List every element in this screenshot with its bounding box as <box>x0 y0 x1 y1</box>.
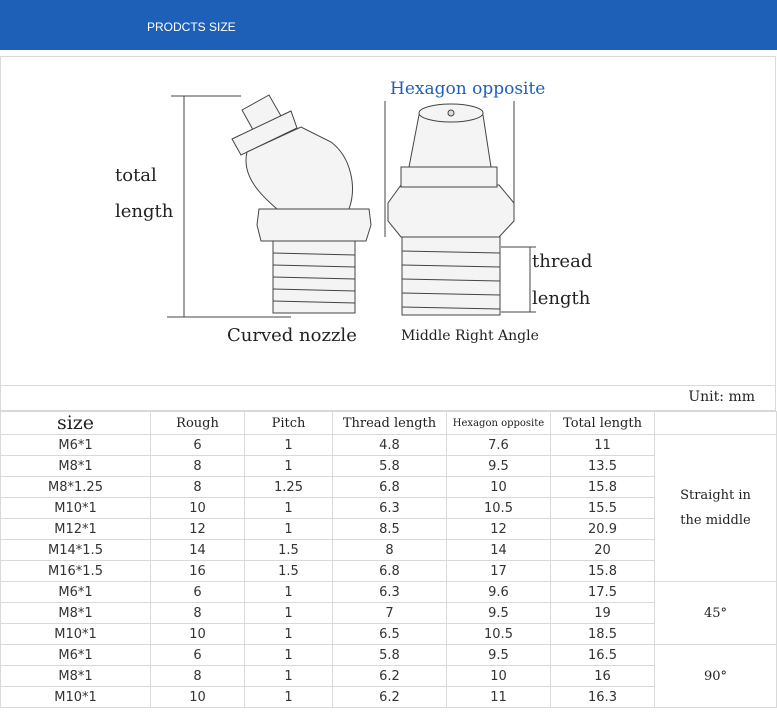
nozzle-illustration <box>1 57 777 387</box>
cell-size: M8*1.25 <box>1 477 151 498</box>
cell-thread-length: 8 <box>333 540 447 561</box>
cell-rough: 16 <box>151 561 245 582</box>
cell-pitch: 1 <box>245 456 333 477</box>
cell-pitch: 1 <box>245 645 333 666</box>
cell-hexagon: 17 <box>447 561 551 582</box>
cell-total-length: 20 <box>551 540 655 561</box>
cell-rough: 6 <box>151 645 245 666</box>
straight-nozzle-drawing <box>388 104 514 315</box>
cell-rough: 12 <box>151 519 245 540</box>
cell-thread-length: 6.5 <box>333 624 447 645</box>
table-header-row <box>1 412 777 435</box>
cell-total-length: 16.3 <box>551 687 655 708</box>
cell-pitch: 1.5 <box>245 540 333 561</box>
cell-thread-length: 7 <box>333 603 447 624</box>
cell-thread-length: 6.8 <box>333 561 447 582</box>
cell-size: M8*1 <box>1 456 151 477</box>
cell-size: M12*1 <box>1 519 151 540</box>
cell-rough: 8 <box>151 603 245 624</box>
cell-size: M6*1 <box>1 582 151 603</box>
cell-thread-length: 6.3 <box>333 498 447 519</box>
size-table <box>0 411 777 708</box>
group-straight: Straight in the middle <box>655 435 777 582</box>
hexagon-opposite-label: Hexagon opposite <box>390 79 546 99</box>
cell-size: M10*1 <box>1 498 151 519</box>
cell-pitch: 1 <box>245 603 333 624</box>
cell-pitch: 1.25 <box>245 477 333 498</box>
cell-total-length: 17.5 <box>551 582 655 603</box>
header-pitch: Pitch <box>245 412 333 435</box>
total-length-label-line2: length <box>115 201 174 222</box>
cell-pitch: 1 <box>245 498 333 519</box>
table-row <box>1 645 777 666</box>
cell-hexagon: 14 <box>447 540 551 561</box>
cell-hexagon: 10 <box>447 477 551 498</box>
header-title: PRODCTS SIZE <box>147 20 236 34</box>
header-total-length: Total length <box>551 412 655 435</box>
cell-total-length: 15.8 <box>551 561 655 582</box>
cell-pitch: 1 <box>245 624 333 645</box>
unit-row <box>0 385 776 411</box>
cell-hexagon: 9.5 <box>447 456 551 477</box>
cell-pitch: 1 <box>245 666 333 687</box>
cell-rough: 10 <box>151 624 245 645</box>
thread-length-label-line2: length <box>532 288 591 309</box>
cell-rough: 8 <box>151 477 245 498</box>
cell-total-length: 13.5 <box>551 456 655 477</box>
cell-thread-length: 4.8 <box>333 435 447 456</box>
cell-thread-length: 8.5 <box>333 519 447 540</box>
cell-total-length: 15.5 <box>551 498 655 519</box>
cell-rough: 10 <box>151 498 245 519</box>
thread-length-label-line1: thread <box>532 251 593 272</box>
page-header <box>0 0 777 50</box>
cell-hexagon: 10.5 <box>447 624 551 645</box>
product-diagram <box>0 56 776 386</box>
header-type <box>655 412 777 435</box>
cell-hexagon: 10 <box>447 666 551 687</box>
cell-thread-length: 6.2 <box>333 687 447 708</box>
cell-pitch: 1 <box>245 582 333 603</box>
cell-thread-length: 6.3 <box>333 582 447 603</box>
cell-total-length: 20.9 <box>551 519 655 540</box>
cell-hexagon: 7.6 <box>447 435 551 456</box>
cell-rough: 8 <box>151 666 245 687</box>
cell-rough: 10 <box>151 687 245 708</box>
cell-rough: 8 <box>151 456 245 477</box>
cell-pitch: 1 <box>245 435 333 456</box>
cell-size: M8*1 <box>1 603 151 624</box>
cell-size: M6*1 <box>1 435 151 456</box>
cell-size: M6*1 <box>1 645 151 666</box>
cell-thread-length: 5.8 <box>333 456 447 477</box>
cell-total-length: 11 <box>551 435 655 456</box>
cell-size: M10*1 <box>1 687 151 708</box>
header-thread-length: Thread length <box>333 412 447 435</box>
cell-rough: 14 <box>151 540 245 561</box>
unit-label: Unit: mm <box>688 389 755 405</box>
cell-total-length: 18.5 <box>551 624 655 645</box>
middle-right-angle-caption: Middle Right Angle <box>401 328 539 344</box>
cell-hexagon: 11 <box>447 687 551 708</box>
table-row <box>1 582 777 603</box>
cell-pitch: 1 <box>245 519 333 540</box>
table-row <box>1 435 777 456</box>
cell-rough: 6 <box>151 582 245 603</box>
header-size: size <box>1 412 151 435</box>
cell-total-length: 15.8 <box>551 477 655 498</box>
cell-size: M10*1 <box>1 624 151 645</box>
cell-pitch: 1 <box>245 687 333 708</box>
cell-total-length: 16 <box>551 666 655 687</box>
cell-hexagon: 9.6 <box>447 582 551 603</box>
cell-size: M16*1.5 <box>1 561 151 582</box>
cell-total-length: 19 <box>551 603 655 624</box>
cell-size: M8*1 <box>1 666 151 687</box>
cell-hexagon: 10.5 <box>447 498 551 519</box>
curved-nozzle-drawing <box>232 95 371 313</box>
curved-nozzle-caption: Curved nozzle <box>227 325 357 346</box>
cell-thread-length: 6.8 <box>333 477 447 498</box>
cell-rough: 6 <box>151 435 245 456</box>
cell-total-length: 16.5 <box>551 645 655 666</box>
group-90: 90° <box>655 645 777 708</box>
header-rough: Rough <box>151 412 245 435</box>
cell-hexagon: 12 <box>447 519 551 540</box>
cell-thread-length: 5.8 <box>333 645 447 666</box>
cell-pitch: 1.5 <box>245 561 333 582</box>
header-hexagon-opposite: Hexagon opposite <box>447 412 551 435</box>
total-length-label-line1: total <box>115 165 157 186</box>
cell-size: M14*1.5 <box>1 540 151 561</box>
cell-thread-length: 6.2 <box>333 666 447 687</box>
group-45: 45° <box>655 582 777 645</box>
cell-hexagon: 9.5 <box>447 645 551 666</box>
cell-hexagon: 9.5 <box>447 603 551 624</box>
